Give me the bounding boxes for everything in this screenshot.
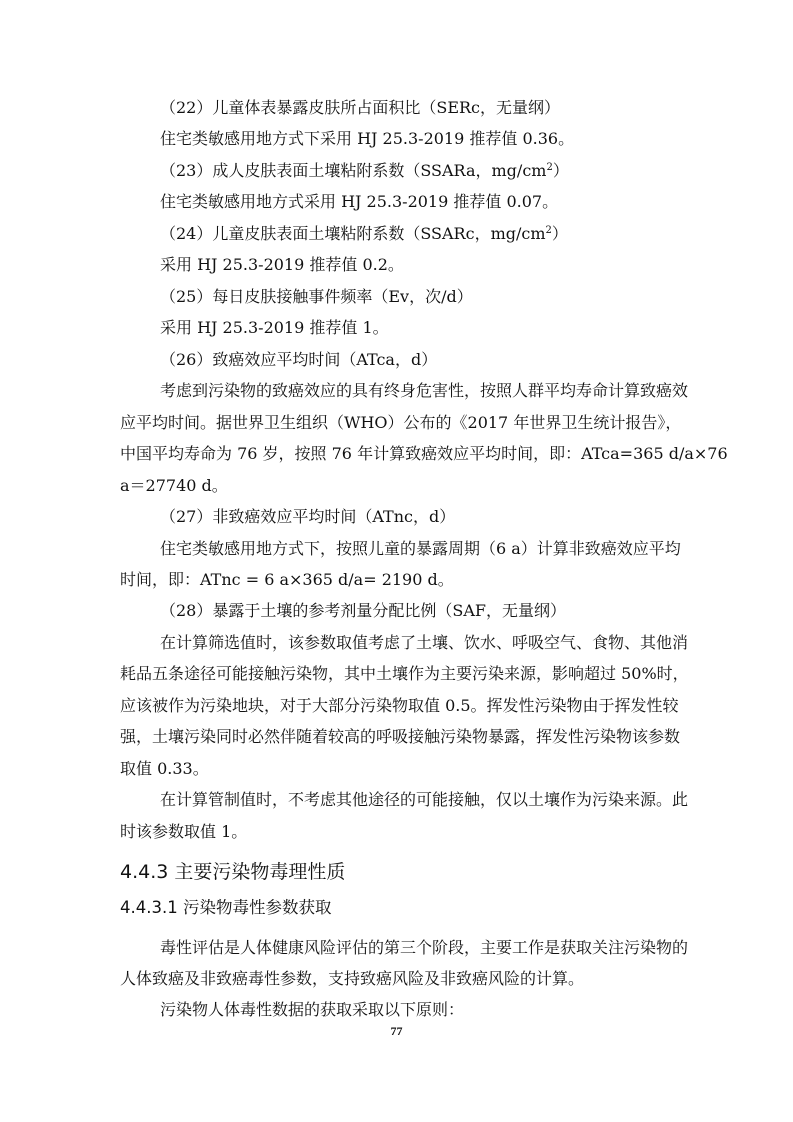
tox-text-1: 毒性评估是人体健康风险评估的第三个阶段，主要工作是获取关注污染物的 [160,938,689,957]
param-23-text: 住宅类敏感用地方式采用 HJ 25.3-2019 推荐值 0.07。 [160,192,559,211]
superscript: 2 [546,162,553,173]
param-26-title: （26）致癌效应平均时间（ATca，d） [160,350,438,369]
param-28-text-5: 取值 0.33。 [120,759,209,778]
page-number: 77 [390,1024,403,1038]
section-heading-4-4-3-1: 4.4.3.1 污染物毒性参数获取 [120,898,332,917]
close-paren: ） [552,161,569,180]
param-25-text: 采用 HJ 25.3-2019 推荐值 1。 [160,318,389,337]
param-26-text-2: 应平均时间。据世界卫生组织（WHO）公布的《2017 年世界卫生统计报告》， [120,413,682,432]
param-22-title: （22）儿童体表暴露皮肤所占面积比（SERc，无量纲） [160,98,561,117]
param-23-title-text: （23）成人皮肤表面土壤粘附系数（SSARa，mg/cm [160,161,547,180]
param-24-title [160,224,568,244]
section-heading-4-4-3: 4.4.3 主要污染物毒理性质 [120,861,346,883]
close-paren: ） [551,224,568,243]
tox-text-2: 人体致癌及非致癌毒性参数，支持致癌风险及非致癌风险的计算。 [120,969,585,988]
param-26-text-1: 考虑到污染物的致癌效应的具有终身危害性，按照人群平均寿命计算致癌效 [160,381,689,400]
tox-text-3: 污染物人体毒性数据的获取采取以下原则： [160,1000,465,1019]
param-28-text-7: 时该参数取值 1。 [120,822,248,841]
param-28-text-4: 强，土壤污染同时必然伴随着较高的呼吸接触污染物暴露，挥发性污染物该参数 [120,727,681,746]
param-22-text: 住宅类敏感用地方式下采用 HJ 25.3-2019 推荐值 0.36。 [160,129,575,148]
param-25-title: （25）每日皮肤接触事件频率（Ev，次/d） [160,287,473,306]
param-23-title [160,161,569,181]
param-26-text-3: 中国平均寿命为 76 岁，按照 76 年计算致癌效应平均时间，即：ATca=365 d/a×76 [120,444,728,463]
param-28-title: （28）暴露于土壤的参考剂量分配比例（SAF，无量纲） [160,601,566,620]
param-24-title-text: （24）儿童皮肤表面土壤粘附系数（SSARc，mg/cm [160,224,546,243]
param-24-text: 采用 HJ 25.3-2019 推荐值 0.2。 [160,255,404,274]
param-28-text-3: 应该被作为污染地块，对于大部分污染物取值 0.5。挥发性污染物由于挥发性较 [120,696,679,715]
param-27-title: （27）非致癌效应平均时间（ATnc，d） [160,507,456,526]
param-27-text-1: 住宅类敏感用地方式下，按照儿童的暴露周期（6 a）计算非致癌效应平均 [160,539,681,558]
param-26-text-4: a＝27740 d。 [120,476,228,495]
param-28-text-6: 在计算管制值时，不考虑其他途径的可能接触，仅以土壤作为污染来源。此 [160,790,689,809]
param-27-text-2: 时间，即：ATnc = 6 a×365 d/a= 2190 d。 [120,570,454,589]
param-28-text-1: 在计算筛选值时，该参数取值考虑了土壤、饮水、呼吸空气、食物、其他消 [160,633,689,652]
param-28-text-2: 耗品五条途径可能接触污染物，其中土壤作为主要污染来源，影响超过 50%时， [120,664,689,683]
superscript: 2 [545,225,552,236]
